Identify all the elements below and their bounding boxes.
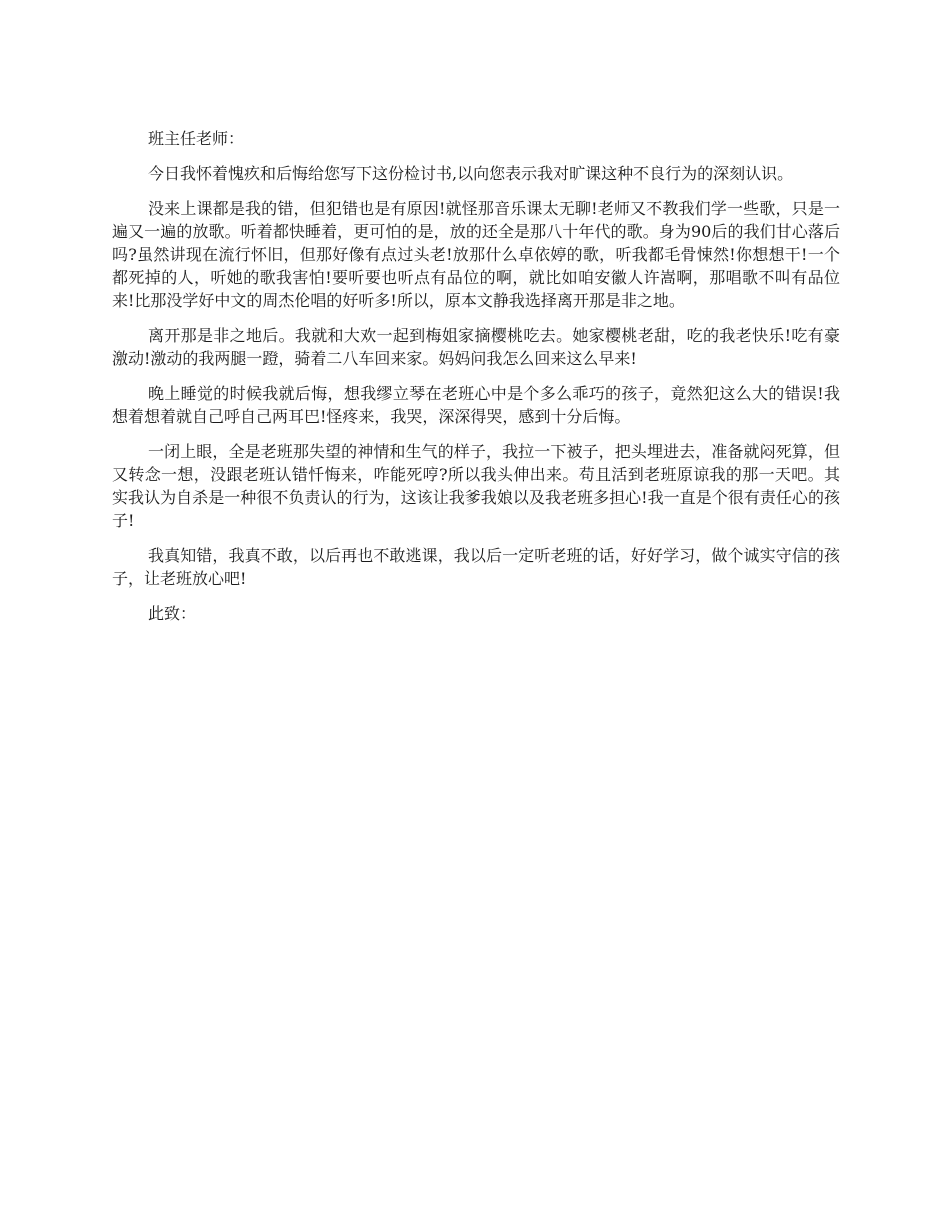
letter-paragraph-6: 我真知错，我真不敢，以后再也不敢逃课，我以后一定听老班的话，好好学习，做个诚实守信的孩子，让老班放心吧! <box>112 546 840 588</box>
letter-salutation: 班主任老师： <box>148 129 245 148</box>
letter-paragraph-5: 一闭上眼，全是老班那失望的神情和生气的样子，我拉一下被子，把头埋进去，准备就闷死算，但又转念一想，没跟老班认错忏悔来，咋能死哼?所以我头伸出来。苟且活到老班原谅我的那一天吧。其实我认为自杀是一种很不负责认的行为，这该让我爹我娘以及我老班多担心!我一直是个很有责任心的孩子! <box>112 442 840 530</box>
letter-paragraph-4: 晚上睡觉的时候我就后悔，想我缪立琴在老班心中是个多么乖巧的孩子，竟然犯这么大的错误!我想着想着就自己呼自己两耳巴!怪疼来，我哭，深深得哭，感到十分后悔。 <box>112 384 840 426</box>
letter-paragraph-3: 离开那是非之地后。我就和大欢一起到梅姐家摘樱桃吃去。她家樱桃老甜，吃的我老快乐!吃有豪激动!激动的我两腿一蹬，骑着二八车回来家。妈妈问我怎么回来这么早来! <box>112 326 840 368</box>
letter-paragraph-1: 今日我怀着愧疚和后悔给您写下这份检讨书,以向您表示我对旷课这种不良行为的深刻认识。 <box>148 164 794 183</box>
letter-body <box>112 127 840 637</box>
letter-closing: 此致： <box>148 604 197 623</box>
letter-paragraph-2: 没来上课都是我的错，但犯错也是有原因!就怪那音乐课太无聊!老师又不教我们学一些歌，只是一遍又一遍的放歌。听着都快睡着，更可怕的是，放的还全是那八十年代的歌。身为90后的我们甘心落后吗?虽然讲现在流行怀旧，但那好像有点过头老!放那什么卓依婷的歌，听我都毛骨悚然!你想想干!一个都死掉的人，听她的歌我害怕!要听要也听点有品位的啊，就比如咱安徽人许嵩啊，那唱歌不叫有品位来!比那没学好中文的周杰伦唱的好听多!所以，原本文静我选择离开那是非之地。 <box>112 199 840 310</box>
